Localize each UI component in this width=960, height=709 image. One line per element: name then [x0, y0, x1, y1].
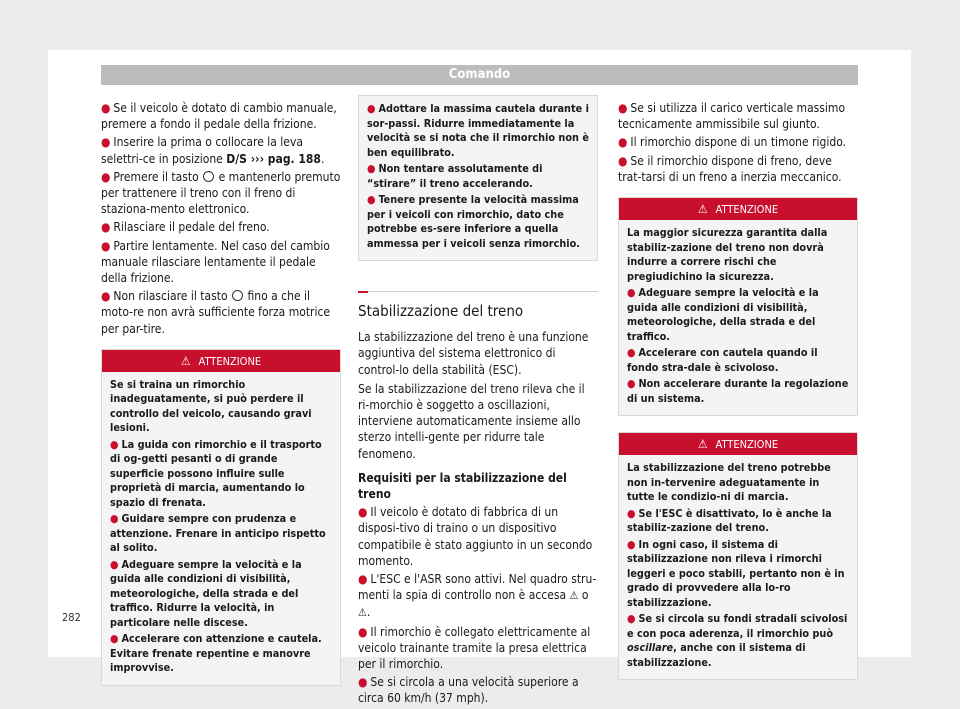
- bullet-icon: ●: [101, 135, 111, 150]
- bullet-icon: ●: [627, 377, 636, 391]
- list-item: ● Tenere presente la velocità massima per i veicoli con rimorchio, dato che potrebbe es-sere inferiore a quella ammessa per i veicoli senza rimorchio.: [367, 193, 580, 250]
- list-item: ● Non accelerare durante la regolazione di un sistema.: [627, 377, 849, 405]
- warning-header: ⚠ ATTENZIONE: [619, 198, 857, 220]
- bullet-icon: ●: [367, 102, 376, 115]
- list-item: ● Se il rimorchio dispone di freno, deve trat-tarsi di un freno a inerzia meccanico.: [618, 153, 842, 184]
- list-item: ● Accelerare con cautela quando il fondo stra-dale è scivoloso.: [627, 346, 818, 374]
- list-item: ● Inserire la prima o collocare la leva selettri-ce in posizione D/S ››› pag. 188.: [101, 135, 325, 166]
- bullet-icon: ●: [110, 557, 119, 571]
- list-item: ● Il veicolo è dotato di fabbrica di un disposi-tivo di traino o un dispositivo compatibile è stato aggiunto in un secondo momento.: [358, 505, 593, 568]
- bullet-icon: ●: [618, 101, 628, 115]
- list-item: ● Se si circola su fondi stradali scivolosi e con poca aderenza, il rimorchio può oscillare, anche con il sistema di stabilizzazione.: [627, 612, 848, 669]
- list-item: ● Adeguare sempre la velocità e la guida alle condizioni di visibilità, meteorologiche, della strada e del traffico.: [627, 286, 819, 343]
- paragraph: La stabilizzazione del treno è una funzione aggiuntiva del sistema elettronico di control-lo della stabilità (ESC).: [358, 330, 589, 377]
- bullet-icon: ●: [367, 162, 376, 175]
- warning-header: ⚠ ATTENZIONE: [102, 350, 340, 372]
- paragraph: Se la stabilizzazione del treno rileva che il ri-morchio è soggetto a oscillazioni, interviene automaticamente insieme allo sterzo intelli-gente per ridurre tale fenomeno.: [358, 381, 585, 461]
- list-item: ● Se l'ESC è disattivato, lo è anche la stabiliz-zazione del treno.: [627, 506, 832, 535]
- bullet-icon: ●: [618, 135, 628, 150]
- bullet-icon: ●: [110, 437, 119, 451]
- bullet-icon: ●: [358, 505, 368, 520]
- list-item: ● Partire lentamente. Nel caso del cambio manuale rilasciare lentamente il pedale della frizione.: [101, 238, 330, 286]
- list-item: ● Premere il tasto e mantenerlo premuto per trattenere il treno con il freno di staziona-mento elettronico.: [101, 169, 341, 217]
- bullet-icon: ●: [101, 101, 111, 115]
- list-item: ● Il rimorchio dispone di un timone rigido.: [618, 135, 847, 150]
- manual-page: [48, 50, 911, 706]
- page-header: Comando: [101, 65, 858, 85]
- list-item: ● Adottare la massima cautela durante i sor-passi. Ridurre immediatamente la velocità se si nota che il rimorchio non è ben equilibrato.: [367, 102, 589, 159]
- bullet-icon: ●: [627, 537, 636, 551]
- warning-body: La stabilizzazione del treno potrebbe non in-tervenire adeguatamente in tutte le condizio-ni di marcia. ● Se l'ESC è disattivato, lo è anche la stabiliz-zazione del treno. ● In ogni caso, il sistema di stabilizzazione non rileva i rimorchi leggeri e poco stabili, pertanto non è in grado di provvedere alla lo-ro stabilizzazione. ● Se si circola su fondi stradali scivolosi e con poca aderenza, il rimorchio può oscillare, anche con il sistema di stabilizzazione.: [627, 461, 848, 669]
- list-item: ● Se il veicolo è dotato di cambio manuale, premere a fondo il pedale della frizione.: [101, 101, 337, 132]
- bullet-icon: ●: [101, 169, 111, 184]
- auto-hold-button-icon: [203, 171, 214, 182]
- subheading: Requisiti per la stabilizzazione del treno: [358, 470, 567, 502]
- bullet-icon: ●: [367, 193, 376, 206]
- esc-warning-lamp-icon: ⚠: [569, 589, 579, 603]
- bullet-icon: ●: [627, 612, 636, 626]
- page-reference-link[interactable]: ››› pag. 188: [246, 151, 321, 166]
- list-item: ● Adeguare sempre la velocità e la guida alle condizioni di visibilità, meteorologiche, della strada e del traffico. Ridurre la velocità, in particolare nelle discese.: [110, 557, 302, 629]
- warning-body: La maggior sicurezza garantita dalla stabiliz-zazione del treno non dovrà indurre a correre rischi che pregiudichino la sicurezza. ● Adeguare sempre la velocità e la guida alle condizioni di visibilità, meteorologiche, della strada e del traffico. ● Accelerare con cautela quando il fondo stra-dale è scivoloso. ● Non accelerare durante la regolazione di un sistema.: [627, 226, 849, 405]
- list-item: ● Guidare sempre con prudenza e attenzione. Frenare in anticipo rispetto al solito.: [110, 512, 326, 555]
- bullet-icon: ●: [110, 512, 119, 526]
- list-item: ● Rilasciare il pedale del freno.: [101, 220, 270, 235]
- bullet-icon: ●: [101, 238, 111, 253]
- bullet-icon: ●: [358, 624, 368, 639]
- bullet-icon: ●: [618, 153, 628, 168]
- auto-hold-button-icon: [232, 290, 243, 301]
- column-1: [101, 100, 341, 686]
- warning-box: [618, 432, 858, 680]
- column-3: [618, 100, 858, 680]
- list-item: ● Non tentare assolutamente di “stirare” il treno accelerando.: [367, 162, 543, 190]
- warning-triangle-icon: ⚠: [180, 353, 191, 368]
- list-item: ● Accelerare con attenzione e cautela. Evitare frenate repentine e manovre improvvise.: [110, 632, 322, 675]
- bullet-icon: ●: [627, 346, 636, 360]
- section-title: Stabilizzazione del treno: [358, 291, 598, 319]
- list-item: ● Il rimorchio è collegato elettricamente al veicolo trainante tramite la presa elettrica per il rimorchio.: [358, 624, 591, 672]
- column-2: [358, 95, 598, 709]
- list-item: ● Se si utilizza il carico verticale massimo tecnicamente ammissibile sul giunto.: [618, 101, 846, 132]
- warning-triangle-icon: ⚠: [697, 437, 708, 452]
- bullet-icon: ●: [358, 675, 368, 690]
- bullet-icon: ●: [627, 286, 636, 300]
- bullet-icon: ●: [358, 572, 368, 587]
- list-item: ● La guida con rimorchio e il trasporto di og-getti pesanti o di grande superficie possono influire sulle proprietà di marcia, aumentando lo spazio di frenata.: [110, 437, 322, 509]
- bullet-icon: ●: [627, 506, 636, 520]
- bullet-icon: ●: [110, 632, 119, 646]
- list-item: ● In ogni caso, il sistema di stabilizzazione non rileva i rimorchi leggeri e poco stabili, pertanto non è in grado di provvedere alla lo-ro stabilizzazione.: [627, 537, 845, 609]
- warning-body: [359, 96, 597, 260]
- warning-triangle-icon: ⚠: [697, 202, 708, 217]
- warning-box: [101, 349, 341, 686]
- list-item: ● Se si circola a una velocità superiore a circa 60 km/h (37 mph).: [358, 675, 579, 706]
- bullet-icon: ●: [101, 220, 111, 235]
- warning-box-continued: [358, 95, 598, 261]
- warning-header: ⚠ ATTENZIONE: [619, 433, 857, 455]
- list-item: ● Non rilasciare il tasto fino a che il moto-re non avrà sufficiente forza motrice per par-tire.: [101, 289, 331, 336]
- bullet-icon: ●: [101, 289, 111, 304]
- page-number: 282: [62, 611, 81, 624]
- list-item: ● L'ESC e l'ASR sono attivi. Nel quadro stru-menti la spia di controllo non è accesa ⚠ o ⚠.: [358, 571, 598, 622]
- esc-off-lamp-icon: ⚠: [358, 606, 367, 620]
- warning-box: [618, 197, 858, 416]
- warning-body: Se si traina un rimorchio inadeguatamente, si può perdere il controllo del veicolo, causando gravi lesioni. ● La guida con rimorchio e il trasporto di og-getti pesanti o di grande superficie possono influire sulle proprietà di marcia, aumentando lo spazio di frenata. ● Guidare sempre con prudenza e attenzione. Frenare in anticipo rispetto al solito. ● Adeguare sempre la velocità e la guida alle condizioni di visibilità, meteorologiche, della strada e del traffico. Ridurre la velocità, in particolare nelle discese. ● Accelerare con attenzione e cautela. Evitare frenate repentine e manovre improvvise.: [102, 372, 340, 685]
